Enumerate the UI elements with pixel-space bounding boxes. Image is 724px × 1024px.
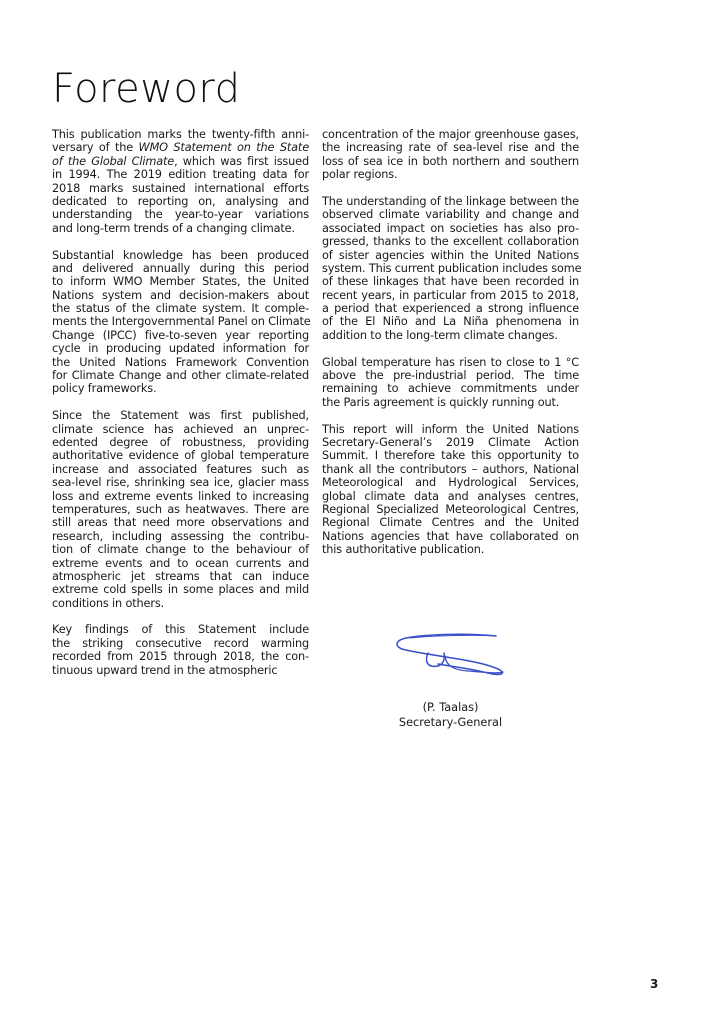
text-segment: associated impact on societies has also pro- xyxy=(322,221,579,235)
text-line xyxy=(52,302,309,315)
text-line xyxy=(52,503,309,516)
text-line xyxy=(322,463,579,476)
signature-image xyxy=(388,626,518,688)
paragraph xyxy=(52,249,309,396)
text-segment: system. This current publication includes some xyxy=(322,261,582,275)
text-line xyxy=(52,597,309,610)
text-line xyxy=(52,650,309,663)
paragraph xyxy=(52,128,309,235)
text-line xyxy=(322,516,579,529)
signatory-name: (P. Taalas) xyxy=(422,701,479,714)
text-segment: Meteorological and Hydrological Services, xyxy=(322,476,579,490)
paragraph xyxy=(322,194,582,342)
text-segment: extreme events and to ocean currents and xyxy=(52,556,309,570)
text-line xyxy=(322,141,579,154)
text-segment: 2018 marks sustained international efforts xyxy=(52,181,309,195)
text-segment: in 1994. The 2019 edition treating data for xyxy=(52,168,309,182)
text-segment: observed climate variability and change and xyxy=(322,208,579,222)
text-line xyxy=(52,356,309,369)
text-segment: Regional Climate Centres and the United xyxy=(322,516,579,530)
text-line xyxy=(52,262,309,275)
text-segment: Nations system and decision-makers about xyxy=(52,288,309,302)
text-segment: and delivered annually during this period xyxy=(52,261,309,275)
text-line xyxy=(322,302,579,315)
text-segment: Since the Statement was first published, xyxy=(52,409,309,423)
text-line xyxy=(52,128,309,141)
text-segment: tinuous upward trend in the atmospheric xyxy=(52,663,278,677)
text-line xyxy=(52,436,309,449)
text-line xyxy=(52,222,309,235)
text-line xyxy=(322,423,579,436)
text-line xyxy=(52,423,309,436)
text-segment: concentration of the major greenhouse gases, xyxy=(322,128,579,141)
text-segment: Global temperature has risen to close to 1 °C xyxy=(322,355,579,369)
text-line xyxy=(52,516,309,529)
text-line xyxy=(52,557,309,570)
text-line xyxy=(52,637,309,650)
text-line xyxy=(322,155,579,168)
text-segment: still areas that need more observations and xyxy=(52,516,309,530)
text-segment: Key findings of this Statement include xyxy=(52,623,309,637)
text-segment: this authoritative publication. xyxy=(322,543,485,557)
text-segment: of these linkages that have been recorded in xyxy=(322,275,579,289)
text-segment: increase and associated features such as xyxy=(52,462,309,476)
text-line xyxy=(322,476,579,489)
text-segment: loss and extreme events linked to increasing xyxy=(52,489,309,503)
text-line xyxy=(322,449,579,462)
text-line xyxy=(52,664,309,677)
text-line xyxy=(322,356,579,369)
text-line xyxy=(52,168,309,181)
text-line xyxy=(52,195,309,208)
text-segment: polar regions. xyxy=(322,168,398,182)
text-segment: edented degree of robustness, providing xyxy=(52,435,309,449)
text-line xyxy=(322,436,579,449)
text-line xyxy=(52,315,309,328)
text-line xyxy=(52,329,309,342)
text-segment: Nations agencies that have collaborated on xyxy=(322,529,579,543)
text-line xyxy=(52,289,309,302)
text-segment: temperatures, such as heatwaves. There are xyxy=(52,502,309,516)
text-line xyxy=(52,530,309,543)
text-line xyxy=(322,530,579,543)
text-line xyxy=(322,249,579,262)
text-line xyxy=(322,222,579,235)
text-segment: for Climate Change and other climate-related xyxy=(52,369,309,383)
text-segment: policy frameworks. xyxy=(52,382,157,396)
text-line xyxy=(322,208,579,221)
text-line xyxy=(322,503,579,516)
text-segment: Change (IPCC) five-to-seven year reporting xyxy=(52,328,309,342)
text-segment: versary of the xyxy=(52,141,139,155)
text-column-right xyxy=(322,128,582,570)
text-segment: understanding the year-to-year variations xyxy=(52,208,309,222)
text-line xyxy=(322,168,579,181)
text-segment: conditions in others. xyxy=(52,596,165,610)
page-number: 3 xyxy=(650,977,659,991)
text-segment: loss of sea ice in both northern and southern xyxy=(322,154,579,168)
text-line xyxy=(52,449,309,462)
text-line xyxy=(52,155,309,168)
text-line xyxy=(52,208,309,221)
signatory-role: Secretary-General xyxy=(398,716,503,729)
text-segment: Secretary-General’s 2019 Climate Action xyxy=(322,435,579,449)
text-line xyxy=(52,275,309,288)
text-segment: Substantial knowledge has been produced xyxy=(52,248,309,262)
text-line xyxy=(322,128,579,141)
text-line xyxy=(52,369,309,382)
paragraph xyxy=(52,623,309,677)
text-line xyxy=(52,141,309,154)
paragraph xyxy=(322,128,579,182)
text-segment: cycle in producing updated information for xyxy=(52,342,309,356)
text-line xyxy=(52,182,309,195)
text-segment: tion of climate change to the behaviour of xyxy=(52,543,309,557)
text-segment: This publication marks the twenty-fifth anni- xyxy=(52,128,309,141)
text-line xyxy=(52,249,309,262)
paragraph xyxy=(52,409,309,610)
text-segment: extreme cold spells in some places and mild xyxy=(52,583,309,597)
text-line xyxy=(322,369,579,382)
text-segment: ments the Intergovernmental Panel on Climate xyxy=(52,315,311,329)
text-line xyxy=(52,463,309,476)
text-segment: global climate data and analyses centres, xyxy=(322,489,579,503)
text-segment: thank all the contributors – authors, National xyxy=(322,462,579,476)
text-line xyxy=(322,235,579,248)
text-segment: remaining to achieve commitments under xyxy=(322,382,579,396)
text-line xyxy=(52,476,309,489)
text-segment: climate science has achieved an unprec- xyxy=(52,422,309,436)
text-segment: sea-level rise, shrinking sea ice, glacier mass xyxy=(52,476,309,490)
text-line xyxy=(322,543,579,556)
text-segment: The understanding of the linkage between the xyxy=(322,194,579,208)
text-line xyxy=(52,583,309,596)
text-segment: Regional Specialized Meteorological Centres, xyxy=(322,502,579,516)
text-line xyxy=(322,329,579,342)
text-line xyxy=(322,275,579,288)
text-segment: atmospheric jet streams that can induce xyxy=(52,569,309,583)
text-line xyxy=(52,570,309,583)
text-segment: recent years, in particular from 2015 to 2018, xyxy=(322,288,579,302)
text-segment: This report will inform the United Nations xyxy=(322,422,579,436)
italic-text: WMO Statement on the State xyxy=(138,141,310,155)
text-segment: and long-term trends of a changing climate. xyxy=(52,221,295,235)
text-segment: the increasing rate of sea-level rise and the xyxy=(322,141,579,155)
text-line xyxy=(52,543,309,556)
text-segment: research, including assessing the contribu- xyxy=(52,529,309,543)
text-line xyxy=(52,409,309,422)
text-segment: addition to the long-term climate changes. xyxy=(322,328,558,342)
text-segment: , which was first issued xyxy=(174,154,310,168)
text-line xyxy=(52,382,309,395)
text-line xyxy=(52,623,309,636)
text-segment: recorded from 2015 through 2018, the con- xyxy=(52,650,309,664)
text-segment: a period that experienced a strong influence xyxy=(322,302,579,316)
text-segment: the striking consecutive record warming xyxy=(52,636,309,650)
text-line xyxy=(322,289,579,302)
text-line xyxy=(322,315,579,328)
text-segment: to inform WMO Member States, the United xyxy=(52,275,309,289)
text-segment: dedicated to reporting on, analysing and xyxy=(52,194,309,208)
text-line xyxy=(322,490,579,503)
text-segment: of the El Niño and La Niña phenomena in xyxy=(322,315,579,329)
text-segment: authoritative evidence of global temperature xyxy=(52,449,309,463)
paragraph xyxy=(322,356,579,410)
text-line xyxy=(322,382,579,395)
text-segment: the Paris agreement is quickly running out. xyxy=(322,395,560,409)
text-line xyxy=(322,396,579,409)
italic-text: of the Global Climate xyxy=(52,154,175,168)
text-segment: Summit. I therefore take this opportunity to xyxy=(322,449,579,463)
text-segment: the United Nations Framework Convention xyxy=(52,355,309,369)
text-line xyxy=(52,490,309,503)
text-line xyxy=(52,342,309,355)
text-segment: the status of the climate system. It comple- xyxy=(52,302,309,316)
text-segment: above the pre-industrial period. The time xyxy=(322,369,579,383)
signoff xyxy=(322,700,579,730)
page-title: Foreword xyxy=(52,66,241,112)
text-line xyxy=(322,195,579,208)
paragraph xyxy=(322,423,579,557)
text-segment: of sister agencies within the United Nations xyxy=(322,248,579,262)
text-column-left xyxy=(52,128,309,690)
text-line xyxy=(322,261,582,275)
text-segment: gressed, thanks to the excellent collaboration xyxy=(322,235,579,249)
